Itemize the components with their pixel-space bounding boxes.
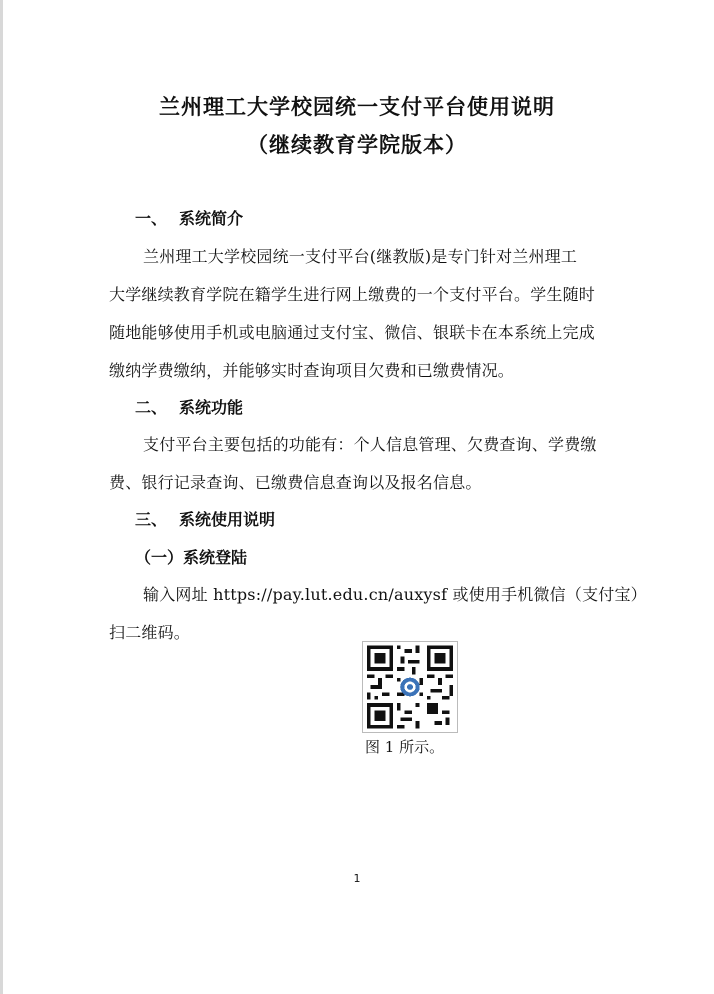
section-2-number: 二、 <box>135 398 168 417</box>
qr-code-image <box>362 641 458 733</box>
paragraph-line: 扫二维码。 <box>109 623 191 642</box>
document-subtitle: （继续教育学院版本） <box>247 133 467 157</box>
section-3-title: 系统使用说明 <box>179 510 276 529</box>
document-title: 兰州理工大学校园统一支付平台使用说明 <box>159 95 555 119</box>
page-number: 1 <box>353 872 361 885</box>
paragraph-line: 大学继续教育学院在籍学生进行网上缴费的一个支付平台。学生随时 <box>109 285 596 304</box>
section-1-number: 一、 <box>135 209 168 228</box>
section-1-heading <box>135 206 243 229</box>
section-2-heading <box>135 395 243 418</box>
section-1-title: 系统简介 <box>179 209 244 228</box>
paragraph-line: 支付平台主要包括的功能有：个人信息管理、欠费查询、学费缴 <box>143 435 597 454</box>
section-2-title: 系统功能 <box>179 398 244 417</box>
section-3-heading <box>135 507 275 530</box>
paragraph-line: 兰州理工大学校园统一支付平台(继教版)是专门针对兰州理工 <box>143 247 578 266</box>
paragraph-line: 输入网址 https://pay.lut.edu.cn/auxysf 或使用手机微信（支付宝） <box>143 585 647 604</box>
paragraph-line: 费、银行记录查询、已缴费信息查询以及报名信息。 <box>109 473 482 492</box>
paragraph-line: 随地能够使用手机或电脑通过支付宝、微信、银联卡在本系统上完成 <box>109 323 596 342</box>
subsection-heading: （一）系统登陆 <box>135 548 248 567</box>
paragraph-line: 缴纳学费缴纳，并能够实时查询项目欠费和已缴费情况。 <box>109 361 515 380</box>
section-3-number: 三、 <box>135 510 168 529</box>
figure-caption: 图 1 所示。 <box>365 738 445 756</box>
